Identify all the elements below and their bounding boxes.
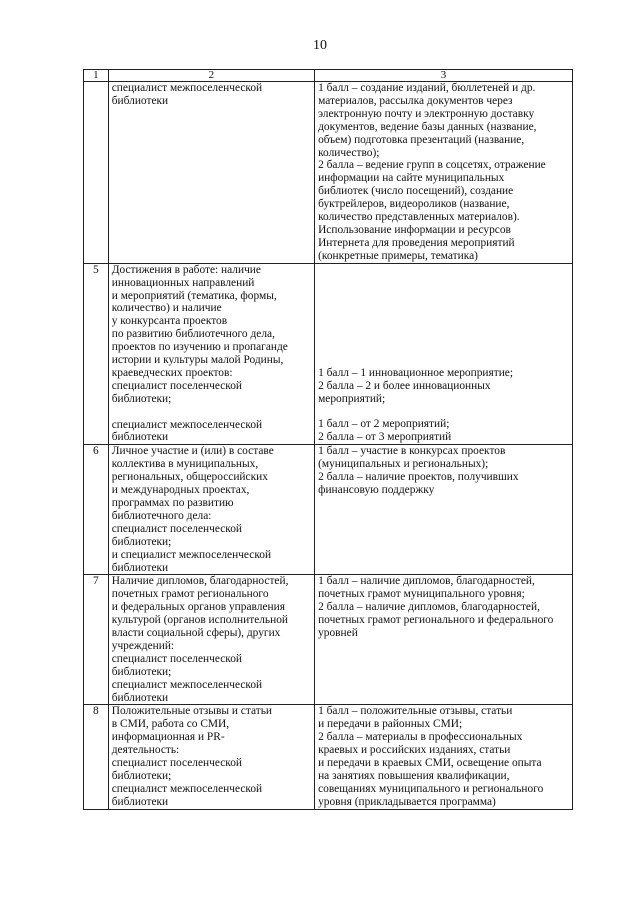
- criterion-line: Достижения в работе: наличие: [111, 263, 261, 276]
- criterion-cell: [108, 82, 314, 264]
- header-col-2: 2: [108, 70, 314, 82]
- criterion-line: деятельность:: [111, 744, 180, 757]
- table-header-row: [84, 70, 573, 82]
- row-number: 7: [84, 575, 109, 705]
- score-line: [318, 264, 569, 277]
- score-line: [318, 406, 569, 419]
- criterion-line: библиотечного дела:: [111, 509, 212, 522]
- criterion-line: специалист межпоселенческой: [111, 82, 263, 94]
- score-line: [318, 302, 569, 315]
- criterion-line: проектов по изучению и пропаганде: [111, 341, 288, 354]
- criterion-line: библиотеки;: [111, 770, 172, 783]
- score-cell: [315, 445, 573, 575]
- score-line: количество представленных материалов).: [318, 211, 520, 224]
- criterion-line: специалист поселенческой: [111, 379, 242, 392]
- score-cell: [315, 82, 573, 264]
- criterion-line: [112, 406, 311, 419]
- score-line: почетных грамот муниципального уровня;: [318, 588, 525, 601]
- criteria-table: [83, 69, 573, 810]
- criterion-cell: [108, 575, 314, 705]
- score-line: [318, 289, 569, 302]
- score-line: уровня (прикладывается программа): [318, 795, 496, 808]
- criterion-line: Наличие дипломов, благодарностей,: [111, 575, 289, 588]
- score-line: [318, 354, 569, 367]
- criterion-line: библиотеки: [111, 94, 169, 107]
- criterion-line: библиотеки;: [111, 665, 172, 678]
- criterion-line: специалист поселенческой: [111, 522, 242, 535]
- table-row: [84, 445, 573, 575]
- criterion-line: количество) и наличие: [111, 302, 222, 315]
- score-line: буктрейлеров, видеороликов (название,: [318, 198, 510, 211]
- score-line: [318, 277, 569, 290]
- score-line: краевых и российских изданиях, статьи: [318, 744, 511, 757]
- score-line: 2 балла – 2 и более инновационных: [318, 379, 491, 392]
- criterion-line: библиотеки: [111, 691, 169, 704]
- criterion-line: коллектива в муниципальных,: [111, 458, 259, 471]
- score-line: количество);: [318, 146, 380, 159]
- criterion-line: краеведческих проектов:: [111, 366, 233, 379]
- score-line: 1 балл – 1 инновационное мероприятие;: [318, 366, 514, 379]
- page-number: 10: [313, 38, 327, 53]
- score-cell: [315, 705, 573, 809]
- criterion-line: библиотеки: [111, 795, 169, 808]
- criterion-line: по развитию библиотечного дела,: [111, 328, 275, 341]
- score-line: 2 балла – наличие дипломов, благодарностей,: [318, 601, 540, 614]
- score-line: финансовую поддержку: [318, 484, 435, 497]
- score-line: 1 балл – от 2 мероприятий;: [318, 418, 450, 431]
- criterion-cell: [108, 263, 314, 445]
- row-number: 8: [84, 705, 109, 809]
- criterion-line: Личное участие и (или) в составе: [111, 445, 274, 458]
- score-line: 2 балла – от 3 мероприятий: [318, 431, 452, 444]
- criterion-line: библиотеки: [111, 431, 169, 444]
- score-line: 1 балл – создание изданий, бюллетеней и др.: [318, 82, 536, 94]
- score-line: почетных грамот регионального и федерального: [318, 614, 554, 627]
- criterion-line: специалист поселенческой: [111, 652, 242, 665]
- criterion-line: специалист межпоселенческой: [111, 418, 263, 431]
- score-line: объем) подготовка презентаций (название,: [318, 133, 525, 146]
- criterion-line: и специалист межпоселенческой: [111, 548, 272, 561]
- criterion-line: инновационных направлений: [111, 276, 255, 289]
- criterion-line: специалист поселенческой: [111, 757, 242, 770]
- score-line: 1 балл – участие в конкурсах проектов: [318, 445, 506, 458]
- score-line: [318, 341, 569, 354]
- score-line: 2 балла – ведение групп в соцсетях, отражение: [318, 159, 546, 172]
- score-line: на занятиях повышения квалификации,: [318, 770, 510, 783]
- score-line: [318, 315, 569, 328]
- criterion-line: истории и культуры малой Родины,: [111, 354, 284, 367]
- score-line: электронную почту и электронную доставку: [318, 107, 535, 120]
- table-row: [84, 705, 573, 809]
- score-line: Использование информации и ресурсов: [318, 223, 511, 236]
- criterion-line: специалист межпоселенческой: [111, 782, 263, 795]
- score-line: [318, 328, 569, 341]
- criterion-line: библиотеки;: [111, 392, 172, 405]
- criterion-line: в СМИ, работа со СМИ,: [111, 718, 230, 731]
- criterion-line: учреждений:: [111, 639, 175, 652]
- criterion-line: программах по развитию: [111, 496, 234, 509]
- score-line: мероприятий;: [318, 392, 386, 405]
- criterion-cell: [108, 705, 314, 809]
- score-line: 1 балл – наличие дипломов, благодарностей,: [318, 575, 535, 588]
- score-line: и передачи в краевых СМИ, освещение опыта: [318, 757, 542, 770]
- score-line: 2 балла – наличие проектов, получивших: [318, 471, 519, 484]
- criterion-line: и мероприятий (тематика, формы,: [111, 289, 277, 302]
- score-line: (муниципальных и региональных);: [318, 458, 489, 471]
- criterion-line: почетных грамот регионального: [111, 588, 269, 601]
- criterion-line: информационная и PR-: [111, 731, 225, 744]
- table-row: [84, 263, 573, 445]
- score-line: документов, ведение базы данных (название,: [318, 120, 537, 133]
- criterion-line: региональных, общероссийских: [111, 471, 268, 484]
- score-line: Интернета для проведения мероприятий: [318, 236, 515, 249]
- score-line: 1 балл – положительные отзывы, статьи: [318, 705, 513, 718]
- header-col-1: 1: [84, 70, 109, 82]
- criterion-cell: [108, 445, 314, 575]
- criterion-line: библиотеки: [111, 561, 169, 574]
- score-line: 2 балла – материалы в профессиональных: [318, 731, 523, 744]
- criterion-line: власти социальной сферы), других: [111, 627, 281, 640]
- row-number: [84, 82, 109, 264]
- score-line: и передачи в районных СМИ;: [318, 718, 463, 731]
- score-line: (конкретные примеры, тематика): [318, 249, 478, 262]
- score-line: уровней: [318, 627, 358, 640]
- criterion-line: Положительные отзывы и статьи: [111, 705, 272, 718]
- score-line: материалов, рассылка документов через: [318, 94, 513, 107]
- criterion-line: у конкурсанта проектов: [111, 315, 228, 328]
- table-row: [84, 575, 573, 705]
- header-col-3: 3: [315, 70, 573, 82]
- row-number: 5: [84, 263, 109, 445]
- criterion-line: и международных проектах,: [111, 484, 250, 497]
- criterion-line: специалист межпоселенческой: [111, 678, 263, 691]
- criterion-line: библиотеки;: [111, 535, 172, 548]
- criterion-line: и федеральных органов управления: [111, 601, 285, 614]
- score-cell: [315, 575, 573, 705]
- score-line: совещаниях муниципального и регионального: [318, 782, 544, 795]
- table-row: [84, 82, 573, 264]
- row-number: 6: [84, 445, 109, 575]
- score-line: библиотек (число посещений), создание: [318, 185, 514, 198]
- criterion-line: культурой (органов исполнительной: [111, 614, 289, 627]
- score-line: информации на сайте муниципальных: [318, 172, 505, 185]
- score-cell: [315, 263, 573, 445]
